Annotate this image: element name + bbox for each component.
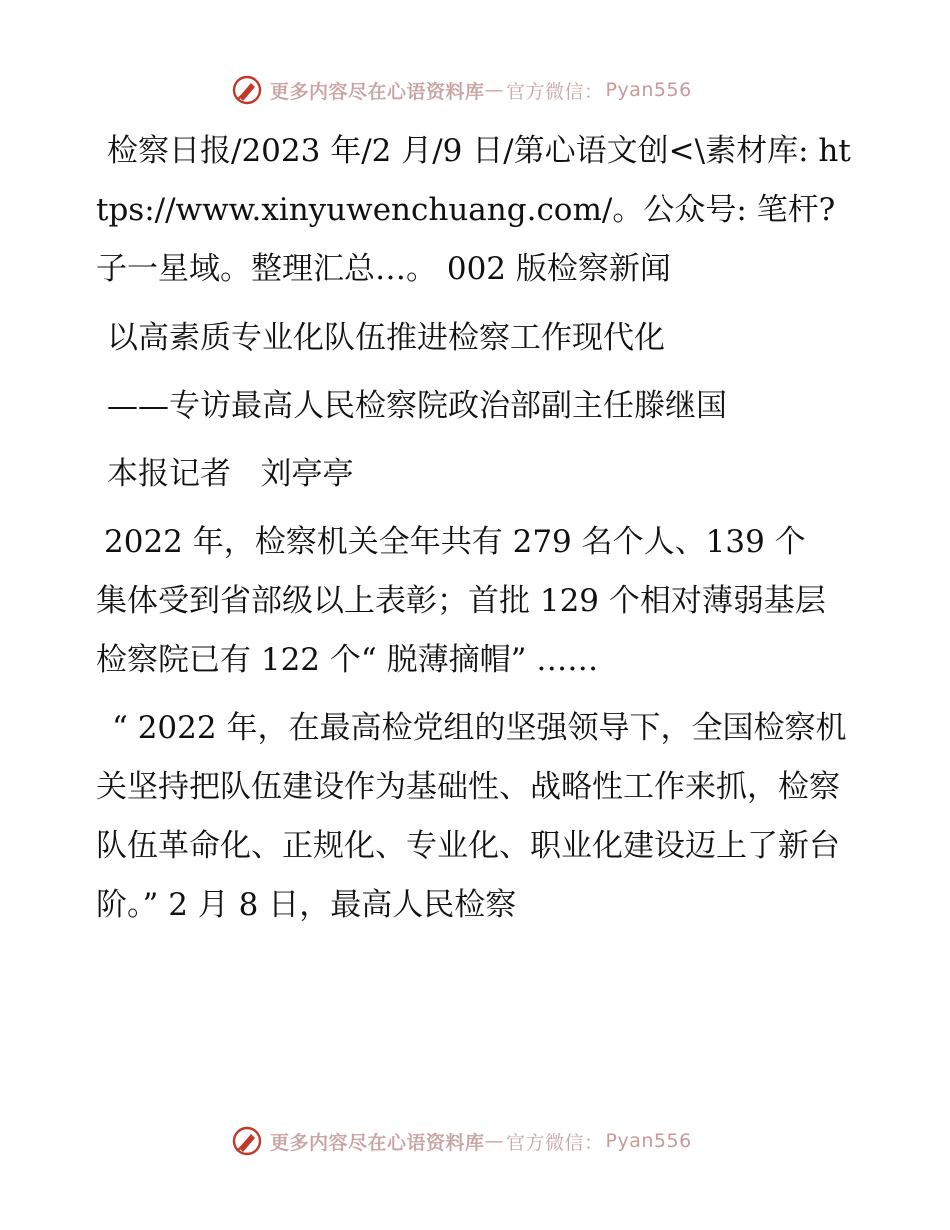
header-watermark-banner [232, 74, 752, 106]
banner-wechat-id: Pyan556 [605, 79, 692, 101]
article-byline: 本报记者 刘亭亭 [107, 456, 354, 492]
article-paragraph: “ 2022 年，在最高检党组的坚强领导下，全国检察机关坚持把队伍建设作为基础性、战略性工作来抓，检察队伍革命化、正规化、专业化、职业化建设迈上了新台阶。” 2 月 8 日，最高人民检察 [96, 710, 847, 923]
article-header-line: 检察日报/2023 年/2 月/9 日/第心语文创<\素材库: https://www.xinyuwenchuang.com/。公众号: 笔杆?子一星域。整理汇总…。 002 版检察新闻 [96, 133, 851, 287]
footer-watermark-banner [232, 1125, 752, 1157]
article-subtitle: ——专访最高人民检察院政治部副主任滕继国 [107, 388, 727, 424]
pen-logo-icon [232, 75, 262, 105]
banner-wechat-label: 官方微信： [506, 1131, 604, 1154]
article-title: 以高素质专业化队伍推进检察工作现代化 [107, 320, 665, 356]
banner-main-text: 更多内容尽在心语资料库 [270, 1131, 485, 1154]
banner-dash: — [484, 79, 505, 101]
article-body [96, 122, 856, 935]
banner-wechat-id: Pyan556 [605, 1130, 692, 1152]
article-paragraph: 2022 年，检察机关全年共有 279 名个人、139 个集体受到省部级以上表彰；首批 129 个相对薄弱基层检察院已有 122 个“ 脱薄摘帽” …… [96, 524, 826, 678]
banner-wechat-label: 官方微信： [506, 80, 604, 103]
banner-dash: — [484, 1130, 505, 1152]
pen-logo-icon [232, 1126, 262, 1156]
banner-main-text: 更多内容尽在心语资料库 [270, 80, 485, 103]
